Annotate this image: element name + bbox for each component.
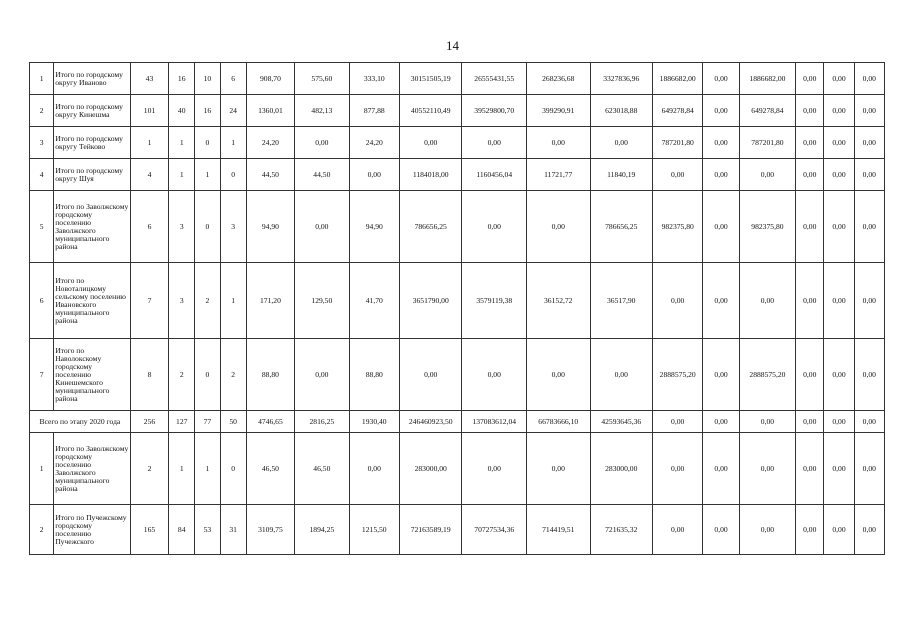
table-row xyxy=(30,505,885,555)
value-cell: 0,00 xyxy=(824,63,854,95)
table-row xyxy=(30,191,885,263)
value-cell: 66783666,10 xyxy=(526,411,590,433)
value-cell: 333,10 xyxy=(349,63,399,95)
value-cell: 721635,32 xyxy=(590,505,653,555)
value-cell: 1 xyxy=(220,127,246,159)
row-number-cell: 7 xyxy=(30,339,54,411)
value-cell: 0,00 xyxy=(703,191,739,263)
name-cell: Итого по городскому округу Иваново xyxy=(54,63,131,95)
value-cell: 0,00 xyxy=(796,63,824,95)
value-cell: 4 xyxy=(130,159,168,191)
value-cell: 0,00 xyxy=(526,433,590,505)
value-cell: 982375,80 xyxy=(653,191,703,263)
value-cell: 0,00 xyxy=(824,127,854,159)
value-cell: 908,70 xyxy=(246,63,294,95)
value-cell: 0,00 xyxy=(526,191,590,263)
value-cell: 0 xyxy=(195,127,220,159)
value-cell: 283000,00 xyxy=(590,433,653,505)
value-cell: 0,00 xyxy=(462,339,527,411)
value-cell: 3651790,00 xyxy=(399,263,462,339)
value-cell: 0,00 xyxy=(824,433,854,505)
value-cell: 0,00 xyxy=(796,159,824,191)
value-cell: 0,00 xyxy=(399,127,462,159)
value-cell: 787201,80 xyxy=(653,127,703,159)
name-cell: Итого по городскому округу Кинешма xyxy=(54,95,131,127)
name-cell: Итого по Пучежскому городскому поселению Пучежского xyxy=(54,505,131,555)
value-cell: 283000,00 xyxy=(399,433,462,505)
value-cell: 0,00 xyxy=(854,433,884,505)
table-row xyxy=(30,63,885,95)
value-cell: 3 xyxy=(169,263,195,339)
value-cell: 44,50 xyxy=(295,159,349,191)
value-cell: 399290,91 xyxy=(526,95,590,127)
value-cell: 0,00 xyxy=(854,191,884,263)
value-cell: 246460923,50 xyxy=(399,411,462,433)
value-cell: 0,00 xyxy=(399,339,462,411)
value-cell: 1 xyxy=(169,127,195,159)
value-cell: 0,00 xyxy=(854,95,884,127)
value-cell: 0,00 xyxy=(824,505,854,555)
value-cell: 50 xyxy=(220,411,246,433)
value-cell: 1160456,04 xyxy=(462,159,527,191)
value-cell: 16 xyxy=(169,63,195,95)
value-cell: 0,00 xyxy=(854,339,884,411)
value-cell: 1894,25 xyxy=(295,505,349,555)
value-cell: 171,20 xyxy=(246,263,294,339)
value-cell: 30151505,19 xyxy=(399,63,462,95)
value-cell: 0,00 xyxy=(703,505,739,555)
value-cell: 0,00 xyxy=(824,263,854,339)
value-cell: 94,90 xyxy=(349,191,399,263)
table-row xyxy=(30,127,885,159)
value-cell: 1886682,00 xyxy=(653,63,703,95)
value-cell: 0,00 xyxy=(739,411,795,433)
value-cell: 649278,84 xyxy=(653,95,703,127)
value-cell: 0,00 xyxy=(854,505,884,555)
value-cell: 0 xyxy=(220,159,246,191)
value-cell: 2 xyxy=(169,339,195,411)
value-cell: 2 xyxy=(220,339,246,411)
value-cell: 1 xyxy=(169,433,195,505)
value-cell: 42593645,36 xyxy=(590,411,653,433)
value-cell: 6 xyxy=(130,191,168,263)
value-cell: 1 xyxy=(130,127,168,159)
value-cell: 0,00 xyxy=(854,127,884,159)
value-cell: 46,50 xyxy=(246,433,294,505)
table-row xyxy=(30,95,885,127)
value-cell: 0,00 xyxy=(796,191,824,263)
value-cell: 268236,68 xyxy=(526,63,590,95)
value-cell: 0,00 xyxy=(462,433,527,505)
value-cell: 256 xyxy=(130,411,168,433)
value-cell: 0,00 xyxy=(739,263,795,339)
value-cell: 137083612,04 xyxy=(462,411,527,433)
value-cell: 575,60 xyxy=(295,63,349,95)
value-cell: 0,00 xyxy=(703,339,739,411)
value-cell: 40552110,49 xyxy=(399,95,462,127)
value-cell: 101 xyxy=(130,95,168,127)
value-cell: 0,00 xyxy=(796,433,824,505)
total-label-cell: Всего по этапу 2020 года xyxy=(30,411,131,433)
page-number: 14 xyxy=(446,38,459,53)
value-cell: 2888575,20 xyxy=(653,339,703,411)
value-cell: 0,00 xyxy=(796,505,824,555)
value-cell: 0,00 xyxy=(653,263,703,339)
value-cell: 0,00 xyxy=(295,339,349,411)
value-cell: 0,00 xyxy=(703,127,739,159)
value-cell: 0,00 xyxy=(590,339,653,411)
value-cell: 0,00 xyxy=(653,505,703,555)
value-cell: 8 xyxy=(130,339,168,411)
value-cell: 0,00 xyxy=(824,159,854,191)
name-cell: Итого по Заволжскому городскому поселению Заволжского муниципального района xyxy=(54,191,131,263)
value-cell: 0,00 xyxy=(796,411,824,433)
value-cell: 877,88 xyxy=(349,95,399,127)
value-cell: 24,20 xyxy=(349,127,399,159)
value-cell: 1 xyxy=(195,433,220,505)
value-cell: 623018,88 xyxy=(590,95,653,127)
value-cell: 84 xyxy=(169,505,195,555)
value-cell: 0,00 xyxy=(653,159,703,191)
value-cell: 786656,25 xyxy=(590,191,653,263)
value-cell: 46,50 xyxy=(295,433,349,505)
value-cell: 11721,77 xyxy=(526,159,590,191)
value-cell: 1930,40 xyxy=(349,411,399,433)
value-cell: 714419,51 xyxy=(526,505,590,555)
value-cell: 649278,84 xyxy=(739,95,795,127)
value-cell: 4746,65 xyxy=(246,411,294,433)
value-cell: 787201,80 xyxy=(739,127,795,159)
value-cell: 44,50 xyxy=(246,159,294,191)
value-cell: 0,00 xyxy=(526,339,590,411)
value-cell: 0,00 xyxy=(349,159,399,191)
value-cell: 482,13 xyxy=(295,95,349,127)
value-cell: 1 xyxy=(195,159,220,191)
value-cell: 0,00 xyxy=(295,127,349,159)
value-cell: 40 xyxy=(169,95,195,127)
value-cell: 2 xyxy=(195,263,220,339)
value-cell: 0,00 xyxy=(653,411,703,433)
value-cell: 0,00 xyxy=(703,95,739,127)
name-cell: Итого по Наволокскому городскому поселению Кинешемского муниципального района xyxy=(54,339,131,411)
value-cell: 0,00 xyxy=(462,191,527,263)
value-cell: 982375,80 xyxy=(739,191,795,263)
value-cell: 36152,72 xyxy=(526,263,590,339)
value-cell: 0,00 xyxy=(295,191,349,263)
value-cell: 0,00 xyxy=(854,159,884,191)
value-cell: 3579119,38 xyxy=(462,263,527,339)
value-cell: 41,70 xyxy=(349,263,399,339)
value-cell: 31 xyxy=(220,505,246,555)
row-number-cell: 4 xyxy=(30,159,54,191)
value-cell: 0,00 xyxy=(796,339,824,411)
value-cell: 0 xyxy=(220,433,246,505)
value-cell: 0,00 xyxy=(349,433,399,505)
value-cell: 70727534,36 xyxy=(462,505,527,555)
value-cell: 24,20 xyxy=(246,127,294,159)
row-number-cell: 1 xyxy=(30,63,54,95)
value-cell: 0,00 xyxy=(824,95,854,127)
value-cell: 0,00 xyxy=(824,191,854,263)
value-cell: 0,00 xyxy=(739,433,795,505)
row-number-cell: 5 xyxy=(30,191,54,263)
value-cell: 0,00 xyxy=(796,263,824,339)
value-cell: 24 xyxy=(220,95,246,127)
value-cell: 16 xyxy=(195,95,220,127)
value-cell: 0 xyxy=(195,191,220,263)
value-cell: 165 xyxy=(130,505,168,555)
value-cell: 0,00 xyxy=(590,127,653,159)
value-cell: 88,80 xyxy=(349,339,399,411)
value-cell: 3109,75 xyxy=(246,505,294,555)
value-cell: 39529800,70 xyxy=(462,95,527,127)
value-cell: 1 xyxy=(169,159,195,191)
value-cell: 0,00 xyxy=(462,127,527,159)
value-cell: 0,00 xyxy=(739,505,795,555)
value-cell: 0,00 xyxy=(703,159,739,191)
value-cell: 11840,19 xyxy=(590,159,653,191)
value-cell: 2888575,20 xyxy=(739,339,795,411)
value-cell: 72163589,19 xyxy=(399,505,462,555)
row-number-cell: 3 xyxy=(30,127,54,159)
row-number-cell: 1 xyxy=(30,433,54,505)
table-row xyxy=(30,339,885,411)
name-cell: Итого по городскому округу Тейково xyxy=(54,127,131,159)
name-cell: Итого по городскому округу Шуя xyxy=(54,159,131,191)
value-cell: 2816,25 xyxy=(295,411,349,433)
value-cell: 1360,01 xyxy=(246,95,294,127)
row-number-cell: 6 xyxy=(30,263,54,339)
table-row xyxy=(30,159,885,191)
value-cell: 2 xyxy=(130,433,168,505)
value-cell: 26555431,55 xyxy=(462,63,527,95)
value-cell: 0,00 xyxy=(653,433,703,505)
value-cell: 94,90 xyxy=(246,191,294,263)
value-cell: 10 xyxy=(195,63,220,95)
table-row xyxy=(30,263,885,339)
value-cell: 1215,50 xyxy=(349,505,399,555)
value-cell: 0,00 xyxy=(824,339,854,411)
value-cell: 0,00 xyxy=(739,159,795,191)
value-cell: 0,00 xyxy=(703,263,739,339)
value-cell: 0,00 xyxy=(703,63,739,95)
value-cell: 0,00 xyxy=(854,263,884,339)
name-cell: Итого по Новоталицкому сельскому поселению Ивановского муниципального района xyxy=(54,263,131,339)
value-cell: 0,00 xyxy=(703,411,739,433)
value-cell: 43 xyxy=(130,63,168,95)
value-cell: 6 xyxy=(220,63,246,95)
value-cell: 3 xyxy=(169,191,195,263)
value-cell: 0,00 xyxy=(526,127,590,159)
value-cell: 0,00 xyxy=(824,411,854,433)
total-row xyxy=(30,411,885,433)
value-cell: 88,80 xyxy=(246,339,294,411)
value-cell: 0 xyxy=(195,339,220,411)
value-cell: 129,50 xyxy=(295,263,349,339)
value-cell: 0,00 xyxy=(796,127,824,159)
value-cell: 0,00 xyxy=(854,411,884,433)
value-cell: 53 xyxy=(195,505,220,555)
value-cell: 786656,25 xyxy=(399,191,462,263)
value-cell: 0,00 xyxy=(854,63,884,95)
value-cell: 7 xyxy=(130,263,168,339)
value-cell: 3327836,96 xyxy=(590,63,653,95)
value-cell: 36517,90 xyxy=(590,263,653,339)
table-row xyxy=(30,433,885,505)
summary-table xyxy=(29,62,885,555)
value-cell: 0,00 xyxy=(703,433,739,505)
value-cell: 3 xyxy=(220,191,246,263)
value-cell: 0,00 xyxy=(796,95,824,127)
value-cell: 1886682,00 xyxy=(739,63,795,95)
value-cell: 127 xyxy=(169,411,195,433)
value-cell: 1184018,00 xyxy=(399,159,462,191)
value-cell: 1 xyxy=(220,263,246,339)
name-cell: Итого по Заволжскому городскому поселению Заволжского муниципального района xyxy=(54,433,131,505)
row-number-cell: 2 xyxy=(30,505,54,555)
row-number-cell: 2 xyxy=(30,95,54,127)
value-cell: 77 xyxy=(195,411,220,433)
